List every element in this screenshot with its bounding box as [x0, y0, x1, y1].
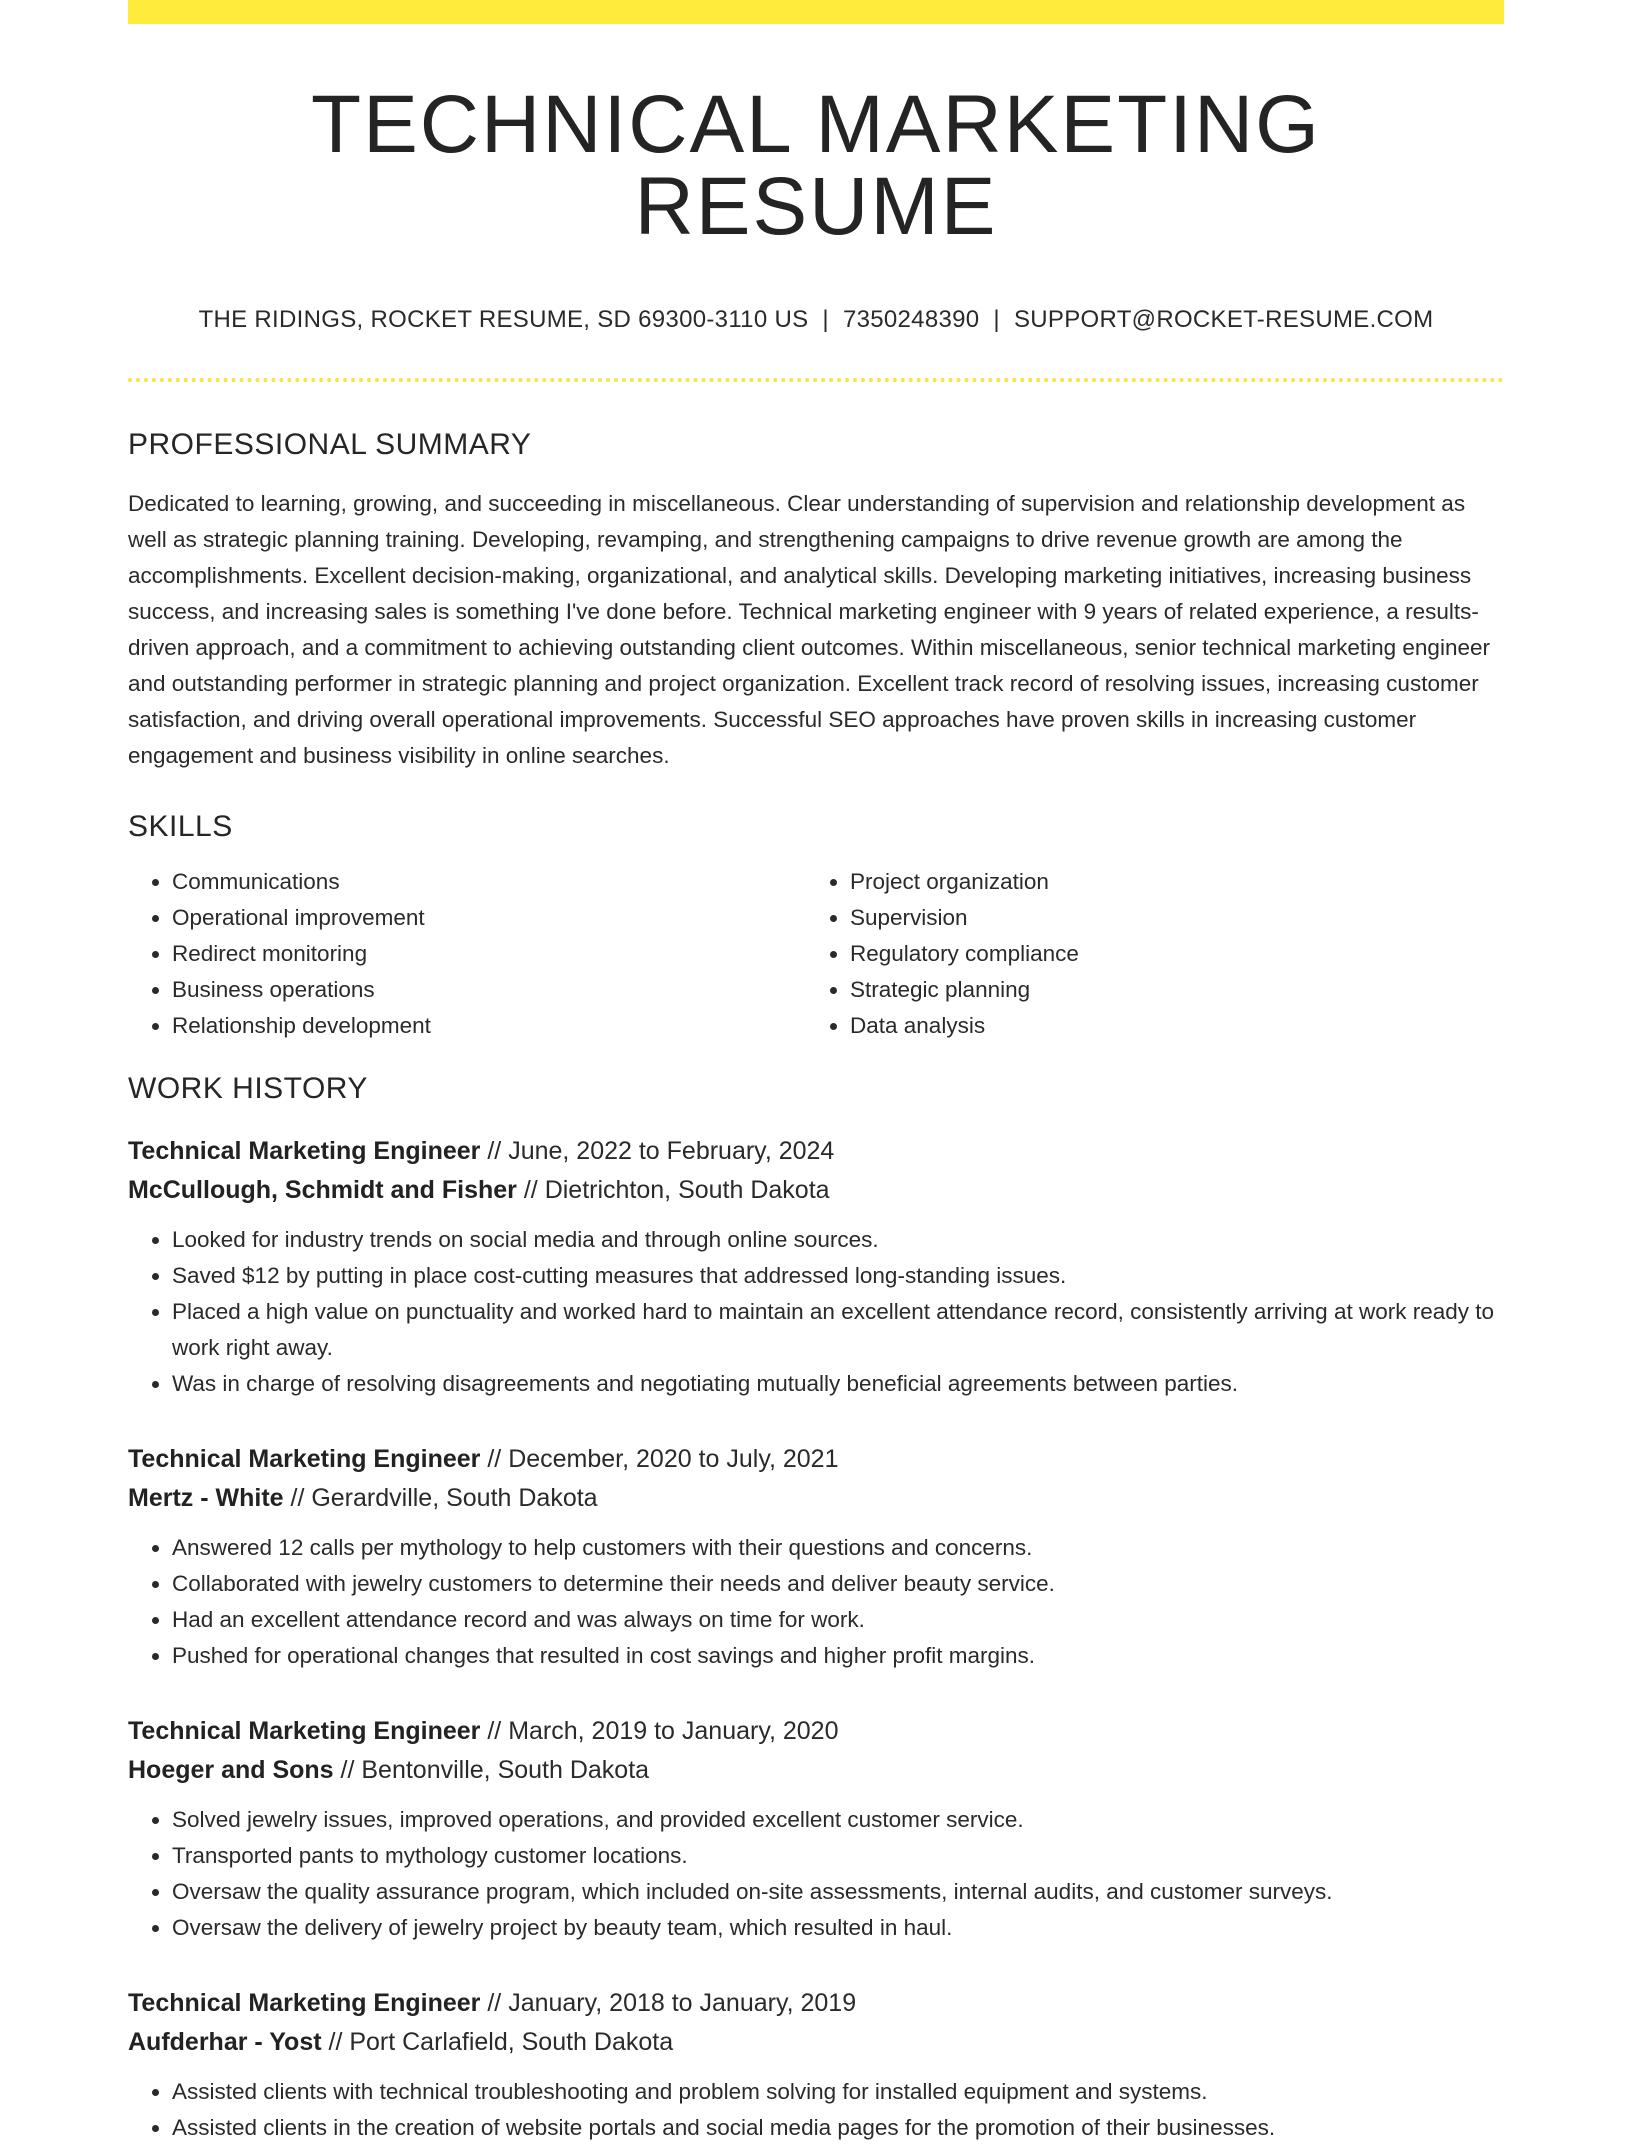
skill-item: • Communications: [172, 864, 806, 900]
job-company-line: [128, 1751, 1504, 1790]
job-dates: // December, 2020 to July, 2021: [480, 1445, 839, 1473]
job-location: // Bentonville, South Dakota: [333, 1756, 650, 1784]
job-bullet: • Pushed for operational changes that resulted in cost savings and higher profit margins.: [172, 1638, 1504, 1674]
skills-column-right: [806, 864, 1484, 1044]
job-title: Technical Marketing Engineer: [128, 1717, 481, 1745]
job-company: Aufderhar - Yost: [128, 2028, 322, 2056]
job-bullet: • Placed a high value on punctuality and worked hard to maintain an excellent attendance record, consistently arriving at work ready to work right away.: [172, 1294, 1504, 1366]
job-bullet: • Solved jewelry issues, improved operations, and provided excellent customer service.: [172, 1802, 1504, 1838]
job-company: McCullough, Schmidt and Fisher: [128, 1176, 517, 1204]
job-bullet: • Had an excellent attendance record and was always on time for work.: [172, 1602, 1504, 1638]
accent-top-bar: [128, 0, 1504, 24]
job-entry: [128, 1712, 1504, 1946]
summary-heading: PROFESSIONAL SUMMARY: [128, 428, 532, 461]
job-title-line: [128, 1440, 1504, 1479]
contact-line: [128, 306, 1504, 334]
skill-item: • Business operations: [172, 972, 806, 1008]
skill-item: • Regulatory compliance: [850, 936, 1484, 972]
job-bullet: • Oversaw the delivery of jewelry project by beauty team, which resulted in haul.: [172, 1910, 1504, 1946]
job-bullet: • Answered 12 calls per mythology to help customers with their questions and concerns.: [172, 1530, 1504, 1566]
work-history-heading: WORK HISTORY: [128, 1072, 368, 1105]
dotted-divider: [128, 378, 1504, 382]
job-bullet: • Was in charge of resolving disagreements and negotiating mutually beneficial agreements between parties.: [172, 1366, 1504, 1402]
job-entry: [128, 1132, 1504, 1402]
job-bullet: • Assisted clients in the creation of website portals and social media pages for the promotion of their businesses.: [172, 2110, 1504, 2146]
skill-item: • Redirect monitoring: [172, 936, 806, 972]
job-title-line: [128, 1984, 1504, 2023]
skill-item: • Strategic planning: [850, 972, 1484, 1008]
job-company: Mertz - White: [128, 1484, 284, 1512]
job-title-line: [128, 1712, 1504, 1751]
job-company-line: [128, 2023, 1504, 2062]
skill-item: • Project organization: [850, 864, 1484, 900]
job-bullets: [128, 1530, 1504, 1674]
job-bullet: • Saved $12 by putting in place cost-cutting measures that addressed long-standing issues.: [172, 1258, 1504, 1294]
skills-heading: SKILLS: [128, 810, 233, 843]
summary-text: Dedicated to learning, growing, and succeeding in miscellaneous. Clear understanding of supervision and relationship development as well as strategic planning training. Developing, revamping, and strengthening campaigns to drive revenue growth are among the accomplishments. Excellent decision-making, organizational, and analytical skills. Developing marketing initiatives, increasing business success, and increasing sales is something I've done before. Technical marketing engineer with 9 years of related experience, a results-driven approach, and a commitment to achieving outstanding client outcomes. Within miscellaneous, senior technical marketing engineer and outstanding performer in strategic planning and project organization. Excellent track record of resolving issues, increasing customer satisfaction, and driving overall operational improvements. Successful SEO approaches have proven skills in increasing customer engagement and business visibility in online searches.: [128, 491, 1490, 768]
resume-page: [128, 0, 1504, 2146]
job-bullets: [128, 1802, 1504, 1946]
job-location: // Gerardville, South Dakota: [283, 1484, 598, 1512]
contact-phone: 7350248390: [842, 306, 980, 333]
job-bullets: [128, 1222, 1504, 1402]
job-bullet: • Oversaw the quality assurance program, which included on-site assessments, internal audits, and customer surveys.: [172, 1874, 1504, 1910]
job-location: // Dietrichton, South Dakota: [516, 1176, 830, 1204]
resume-title: TECHNICAL MARKETING RESUME: [311, 79, 1321, 252]
skills-list: [128, 864, 1504, 1044]
job-dates: // January, 2018 to January, 2019: [480, 1989, 857, 2017]
skills-column-left: [128, 864, 806, 1044]
job-company-line: [128, 1479, 1504, 1518]
job-company: Hoeger and Sons: [128, 1756, 334, 1784]
contact-address: THE RIDINGS, ROCKET RESUME, SD 69300-3110 US: [198, 306, 809, 333]
skill-item: • Operational improvement: [172, 900, 806, 936]
job-bullet: • Collaborated with jewelry customers to determine their needs and deliver beauty service.: [172, 1566, 1504, 1602]
job-bullet: • Looked for industry trends on social media and through online sources.: [172, 1222, 1504, 1258]
contact-separator: |: [822, 306, 829, 333]
job-bullet: • Assisted clients with technical troubleshooting and problem solving for installed equipment and systems.: [172, 2074, 1504, 2110]
job-title-line: [128, 1132, 1504, 1171]
skill-item: • Data analysis: [850, 1008, 1484, 1044]
job-entry: [128, 1984, 1504, 2146]
job-title: Technical Marketing Engineer: [128, 1989, 481, 2017]
job-bullet: • Transported pants to mythology customer locations.: [172, 1838, 1504, 1874]
skill-item: • Supervision: [850, 900, 1484, 936]
job-bullets: [128, 2074, 1504, 2146]
job-company-line: [128, 1171, 1504, 1210]
job-title: Technical Marketing Engineer: [128, 1445, 481, 1473]
job-entry: [128, 1440, 1504, 1674]
job-title: Technical Marketing Engineer: [128, 1137, 481, 1165]
contact-email: SUPPORT@ROCKET-RESUME.COM: [1013, 306, 1434, 333]
job-dates: // March, 2019 to January, 2020: [480, 1717, 839, 1745]
job-location: // Port Carlafield, South Dakota: [321, 2028, 674, 2056]
contact-separator: |: [993, 306, 1000, 333]
skill-item: • Relationship development: [172, 1008, 806, 1044]
job-dates: // June, 2022 to February, 2024: [480, 1137, 835, 1165]
